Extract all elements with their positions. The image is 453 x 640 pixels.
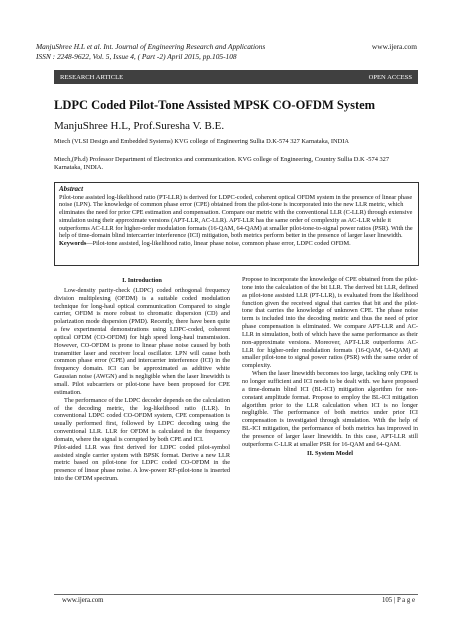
keywords-label: Keywords (59, 239, 87, 247)
right-column (242, 276, 418, 459)
abstract-text: Pilot-tone assisted log-likelihood ratio (PT-LLR) is derived for LDPC-coded, coherent optical OFDM system in the presence of linear phase noise (LPN). The knowledge of common phase error (CPE) obtained from the pilot-tone is incorporated into the new LLR metric, which eliminates the need for prior CPE estimation and compensation. Compare our metric with the conventional LLR (C-LLR) through extensive simulation using their approximate versions (APT-LLR, AC-LLR). APT-LLR has the same order of complexity as AC-LLR while it outperforms AC-LLR for higher-order modulation formats (16-QAM, 64-QAM) at smaller pilot-tone-to-signal power ratios (PSR). With the help of time-domain blind intercarrier interference (ICI) mitigation, both metrics perform better in the presence of larger laser linewidth. (59, 193, 413, 240)
citation-header (36, 42, 316, 62)
keywords (59, 240, 414, 248)
abstract-box (54, 182, 419, 266)
left-column (54, 276, 230, 483)
paragraph: Pilot-aided LLR was first derived for LDPC coded pilot-symbol assisted single carrier system with BPSK format. Derive a new LLR metric based on pilot-tone for LDPC coded CO-OFDM in the presence of linear phase noise. A low-power RF-pilot-tone is inserted into the OFDM spectrum. (54, 443, 230, 483)
abstract-heading: Abstract (59, 185, 84, 193)
citation-line-1: ManjuShree H.L et al. Int. Journal of Engineering Research and Applications (36, 42, 266, 51)
paper-title: LDPC Coded Pilot-Tone Assisted MPSK CO-OFDM System (54, 98, 376, 112)
paragraph: When the laser linewidth becomes too large, tackling only CPE is no longer sufficient and ICI needs to be dealt with. we have proposed a time-domain blind ICI (BL-ICI) mitigation algorithm for non-constant amplitude format. Propose to employ the BL-ICI mitigation algorithm prior to the LLR calculation when ICI is no longer negligible. The performance of both metrics under prior ICI compensation is investigated through simulation. With the help of BL-ICI mitigation, the performance of both metrics has improved in the presence of larger laser linewidth. In this case, APT-LLR still outperforms C-LLR at smaller PSR for 16-QAM and 64-QAM. (242, 370, 418, 448)
paragraph: The performance of the LDPC decoder depends on the calculation of the decoding metric, the log-likelihood ratio (LLR). In conventional LDPC coded CO-OFDM system, CPE compensation is usually performed first, followed by LDPC decoding using the conventional LLR. LLR for OFDM is calculated in the frequency domain, where the signal is corrupted by both CPE and ICI. (54, 396, 230, 443)
paragraph: Low-density parity-check (LDPC) coded orthogonal frequency division multiplexing (OFDM) is a suitable coded modulation technique for long-haul optical communication Compared to single carrier, OFDM is more robust to chromatic dispersion (CD) and polarization mode dispersion (PMD). Recently, there have been quite a few experimental demonstrations using LDPC-coded, coherent optical OFDM (CO-OFDM) for high speed long-haul transmission. However, CO-OFDM is prone to linear phase noise caused by both transmitter laser and receiver local oscillator. LPN will cause both common phase error (CPE) and intercarrier interference (ICI) in the frequency domain. ICI can be approximated as additive white Gaussian noise (AWGN) and is negligible when the laser linewidth is small. Pilot subcarriers or pilot-tone have been proposed for CPE estimation. (54, 286, 230, 396)
section-heading-introduction: I. Introduction (122, 277, 162, 284)
footer-site[interactable]: www.ijera.com (62, 597, 104, 604)
affiliation-2: Mtech,(Ph.d) Professor Department of Electronics and communication. KVG college of Engineering, Country Sullia D.K -574 327 Karnataka, INDIA. (54, 156, 390, 171)
research-article-label: RESEARCH ARTICLE (60, 73, 124, 81)
paragraph: Propose to incorporate the knowledge of CPE obtained from the pilot-tone into the calculation of the bit LLR. The derived bit LLR, defined as pilot-tone assisted LLR (PT-LLR), is evaluated from the likelihood function given the received signal that carries that bit and the pilot-tone that carries the knowledge of unknown CPE. The phase noise term is included into the decoding metric and thus the need of prior phase compensation is eliminated. We compare APT-LLR and AC-LLR in simulation, both of which have the same performance as their non-approximate versions. Moreover, APT-LLR outperforms AC-LLR for higher-order modulation formats (16-QAM, 64-QAM) at smaller pilot-tone to signal power ratios (PSR) with the same order of complexity. (242, 276, 418, 370)
header-site[interactable]: www.ijera.com (371, 42, 417, 51)
keywords-text: —Pilot-tone assisted, log-likelihood ratio, linear phase noise, common phase error, LDPC coded OFDM. (86, 239, 351, 247)
open-access-label: OPEN ACCESS (368, 73, 412, 81)
page-number: 105 | P a g e (381, 597, 415, 604)
paper-authors: ManjuShree H.L, Prof.Suresha V. B.E. (54, 120, 225, 132)
section-heading-system-model: II. System Model (307, 449, 353, 457)
citation-line-2: ISSN : 2248-9622, Vol. 5, Issue 4, ( Part -2) April 2015, pp.105-108 (36, 52, 237, 61)
affiliation-1: Mtech (VLSI Design and Embedded Systems) KVG college of Engineering Sullia D.K-574 327 Karnataka, INDIA (54, 138, 349, 145)
footer-rule (54, 594, 418, 595)
article-type-band (54, 70, 418, 84)
